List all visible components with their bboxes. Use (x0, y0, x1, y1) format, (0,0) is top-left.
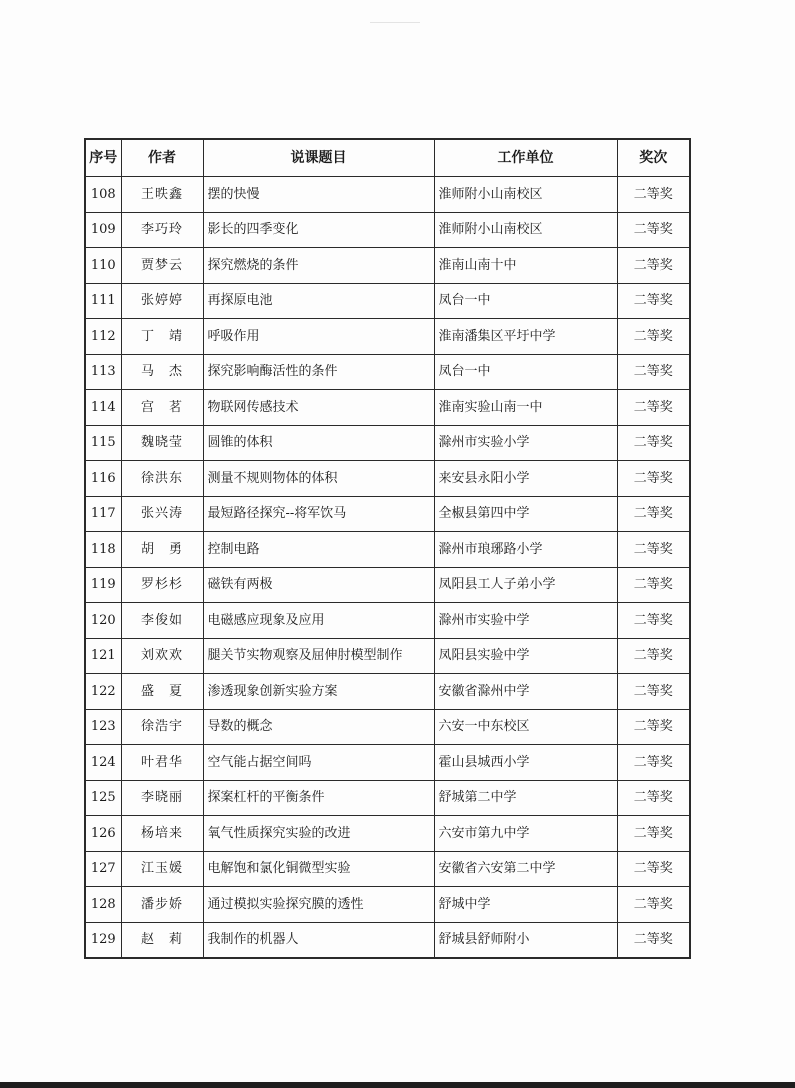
cell-no: 119 (85, 567, 121, 603)
table-row (85, 638, 690, 674)
cell-title: 电解饱和氯化铜微型实验 (203, 851, 434, 887)
cell-author: 李巧玲 (121, 212, 203, 248)
table-row (85, 709, 690, 745)
cell-no: 108 (85, 177, 121, 213)
cell-award: 二等奖 (617, 283, 690, 319)
cell-award: 二等奖 (617, 532, 690, 568)
cell-unit: 凤台一中 (434, 354, 617, 390)
cell-no: 118 (85, 532, 121, 568)
cell-unit: 滁州市实验中学 (434, 603, 617, 639)
table-row (85, 425, 690, 461)
header-unit: 工作单位 (434, 139, 617, 177)
cell-unit: 霍山县城西小学 (434, 745, 617, 781)
cell-author: 叶君华 (121, 745, 203, 781)
cell-author: 胡 勇 (121, 532, 203, 568)
cell-unit: 安徽省六安第二中学 (434, 851, 617, 887)
table-row (85, 816, 690, 852)
cell-no: 120 (85, 603, 121, 639)
cell-author: 刘欢欢 (121, 638, 203, 674)
header-author: 作者 (121, 139, 203, 177)
cell-no: 127 (85, 851, 121, 887)
cell-unit: 六安市第九中学 (434, 816, 617, 852)
cell-title: 通过模拟实验探究膜的透性 (203, 887, 434, 923)
table-row (85, 674, 690, 710)
header-title: 说课题目 (203, 139, 434, 177)
table-row (85, 461, 690, 497)
table-body (85, 177, 690, 959)
scan-mark (370, 22, 420, 23)
cell-unit: 滁州市琅琊路小学 (434, 532, 617, 568)
cell-unit: 淮南山南十中 (434, 248, 617, 284)
award-list-table (84, 138, 691, 959)
cell-title: 探究燃烧的条件 (203, 248, 434, 284)
cell-title: 控制电路 (203, 532, 434, 568)
cell-no: 125 (85, 780, 121, 816)
table-row (85, 887, 690, 923)
cell-unit: 凤阳县实验中学 (434, 638, 617, 674)
cell-author: 宫 茗 (121, 390, 203, 426)
cell-title: 测量不规则物体的体积 (203, 461, 434, 497)
cell-author: 盛 夏 (121, 674, 203, 710)
cell-award: 二等奖 (617, 816, 690, 852)
cell-unit: 舒城第二中学 (434, 780, 617, 816)
cell-award: 二等奖 (617, 745, 690, 781)
cell-unit: 安徽省滁州中学 (434, 674, 617, 710)
cell-no: 124 (85, 745, 121, 781)
cell-title: 最短路径探究--将军饮马 (203, 496, 434, 532)
cell-award: 二等奖 (617, 922, 690, 958)
cell-title: 空气能占据空间吗 (203, 745, 434, 781)
cell-unit: 舒城县舒师附小 (434, 922, 617, 958)
table-row (85, 745, 690, 781)
cell-author: 李俊如 (121, 603, 203, 639)
table-row (85, 212, 690, 248)
cell-award: 二等奖 (617, 567, 690, 603)
cell-award: 二等奖 (617, 780, 690, 816)
cell-award: 二等奖 (617, 212, 690, 248)
cell-title: 渗透现象创新实验方案 (203, 674, 434, 710)
cell-award: 二等奖 (617, 496, 690, 532)
cell-author: 丁 靖 (121, 319, 203, 355)
cell-author: 张婷婷 (121, 283, 203, 319)
cell-title: 我制作的机器人 (203, 922, 434, 958)
table-row (85, 283, 690, 319)
cell-unit: 凤台一中 (434, 283, 617, 319)
cell-award: 二等奖 (617, 851, 690, 887)
cell-no: 113 (85, 354, 121, 390)
scan-edge (0, 1082, 795, 1088)
cell-no: 129 (85, 922, 121, 958)
cell-no: 111 (85, 283, 121, 319)
cell-title: 腿关节实物观察及屈伸肘模型制作 (203, 638, 434, 674)
cell-award: 二等奖 (617, 461, 690, 497)
cell-award: 二等奖 (617, 248, 690, 284)
cell-no: 128 (85, 887, 121, 923)
cell-title: 圆锥的体积 (203, 425, 434, 461)
table-row (85, 248, 690, 284)
cell-no: 117 (85, 496, 121, 532)
cell-title: 磁铁有两极 (203, 567, 434, 603)
cell-no: 110 (85, 248, 121, 284)
cell-author: 贾梦云 (121, 248, 203, 284)
table-row (85, 319, 690, 355)
cell-unit: 全椒县第四中学 (434, 496, 617, 532)
cell-author: 徐浩宇 (121, 709, 203, 745)
cell-no: 112 (85, 319, 121, 355)
cell-no: 114 (85, 390, 121, 426)
cell-author: 江玉媛 (121, 851, 203, 887)
cell-award: 二等奖 (617, 638, 690, 674)
cell-award: 二等奖 (617, 319, 690, 355)
cell-no: 116 (85, 461, 121, 497)
cell-title: 呼吸作用 (203, 319, 434, 355)
table-header-row (85, 139, 690, 177)
cell-unit: 舒城中学 (434, 887, 617, 923)
cell-unit: 淮南潘集区平圩中学 (434, 319, 617, 355)
cell-award: 二等奖 (617, 603, 690, 639)
header-no: 序号 (85, 139, 121, 177)
cell-no: 122 (85, 674, 121, 710)
cell-author: 罗杉杉 (121, 567, 203, 603)
table-row (85, 496, 690, 532)
cell-no: 115 (85, 425, 121, 461)
table-row (85, 354, 690, 390)
cell-unit: 淮南实验山南一中 (434, 390, 617, 426)
cell-award: 二等奖 (617, 887, 690, 923)
cell-author: 王昳鑫 (121, 177, 203, 213)
table-row (85, 603, 690, 639)
cell-title: 摆的快慢 (203, 177, 434, 213)
cell-title: 探案杠杆的平衡条件 (203, 780, 434, 816)
cell-award: 二等奖 (617, 354, 690, 390)
cell-author: 李晓丽 (121, 780, 203, 816)
cell-author: 徐洪东 (121, 461, 203, 497)
cell-title: 探究影响酶活性的条件 (203, 354, 434, 390)
table-row (85, 780, 690, 816)
table-row (85, 532, 690, 568)
cell-author: 魏晓莹 (121, 425, 203, 461)
cell-no: 109 (85, 212, 121, 248)
cell-unit: 滁州市实验小学 (434, 425, 617, 461)
cell-no: 121 (85, 638, 121, 674)
cell-title: 导数的概念 (203, 709, 434, 745)
cell-title: 再探原电池 (203, 283, 434, 319)
cell-author: 马 杰 (121, 354, 203, 390)
cell-no: 123 (85, 709, 121, 745)
cell-award: 二等奖 (617, 425, 690, 461)
cell-author: 赵 莉 (121, 922, 203, 958)
table-row (85, 567, 690, 603)
cell-unit: 淮师附小山南校区 (434, 212, 617, 248)
cell-unit: 凤阳县工人子弟小学 (434, 567, 617, 603)
header-award: 奖次 (617, 139, 690, 177)
cell-unit: 淮师附小山南校区 (434, 177, 617, 213)
cell-unit: 来安县永阳小学 (434, 461, 617, 497)
table-row (85, 851, 690, 887)
cell-award: 二等奖 (617, 177, 690, 213)
cell-unit: 六安一中东校区 (434, 709, 617, 745)
cell-title: 电磁感应现象及应用 (203, 603, 434, 639)
cell-author: 张兴涛 (121, 496, 203, 532)
table-row (85, 177, 690, 213)
cell-award: 二等奖 (617, 709, 690, 745)
table-row (85, 922, 690, 958)
cell-award: 二等奖 (617, 390, 690, 426)
cell-author: 潘步娇 (121, 887, 203, 923)
cell-title: 氧气性质探究实验的改进 (203, 816, 434, 852)
cell-author: 杨培来 (121, 816, 203, 852)
table-row (85, 390, 690, 426)
cell-title: 影长的四季变化 (203, 212, 434, 248)
cell-no: 126 (85, 816, 121, 852)
cell-title: 物联网传感技术 (203, 390, 434, 426)
cell-award: 二等奖 (617, 674, 690, 710)
